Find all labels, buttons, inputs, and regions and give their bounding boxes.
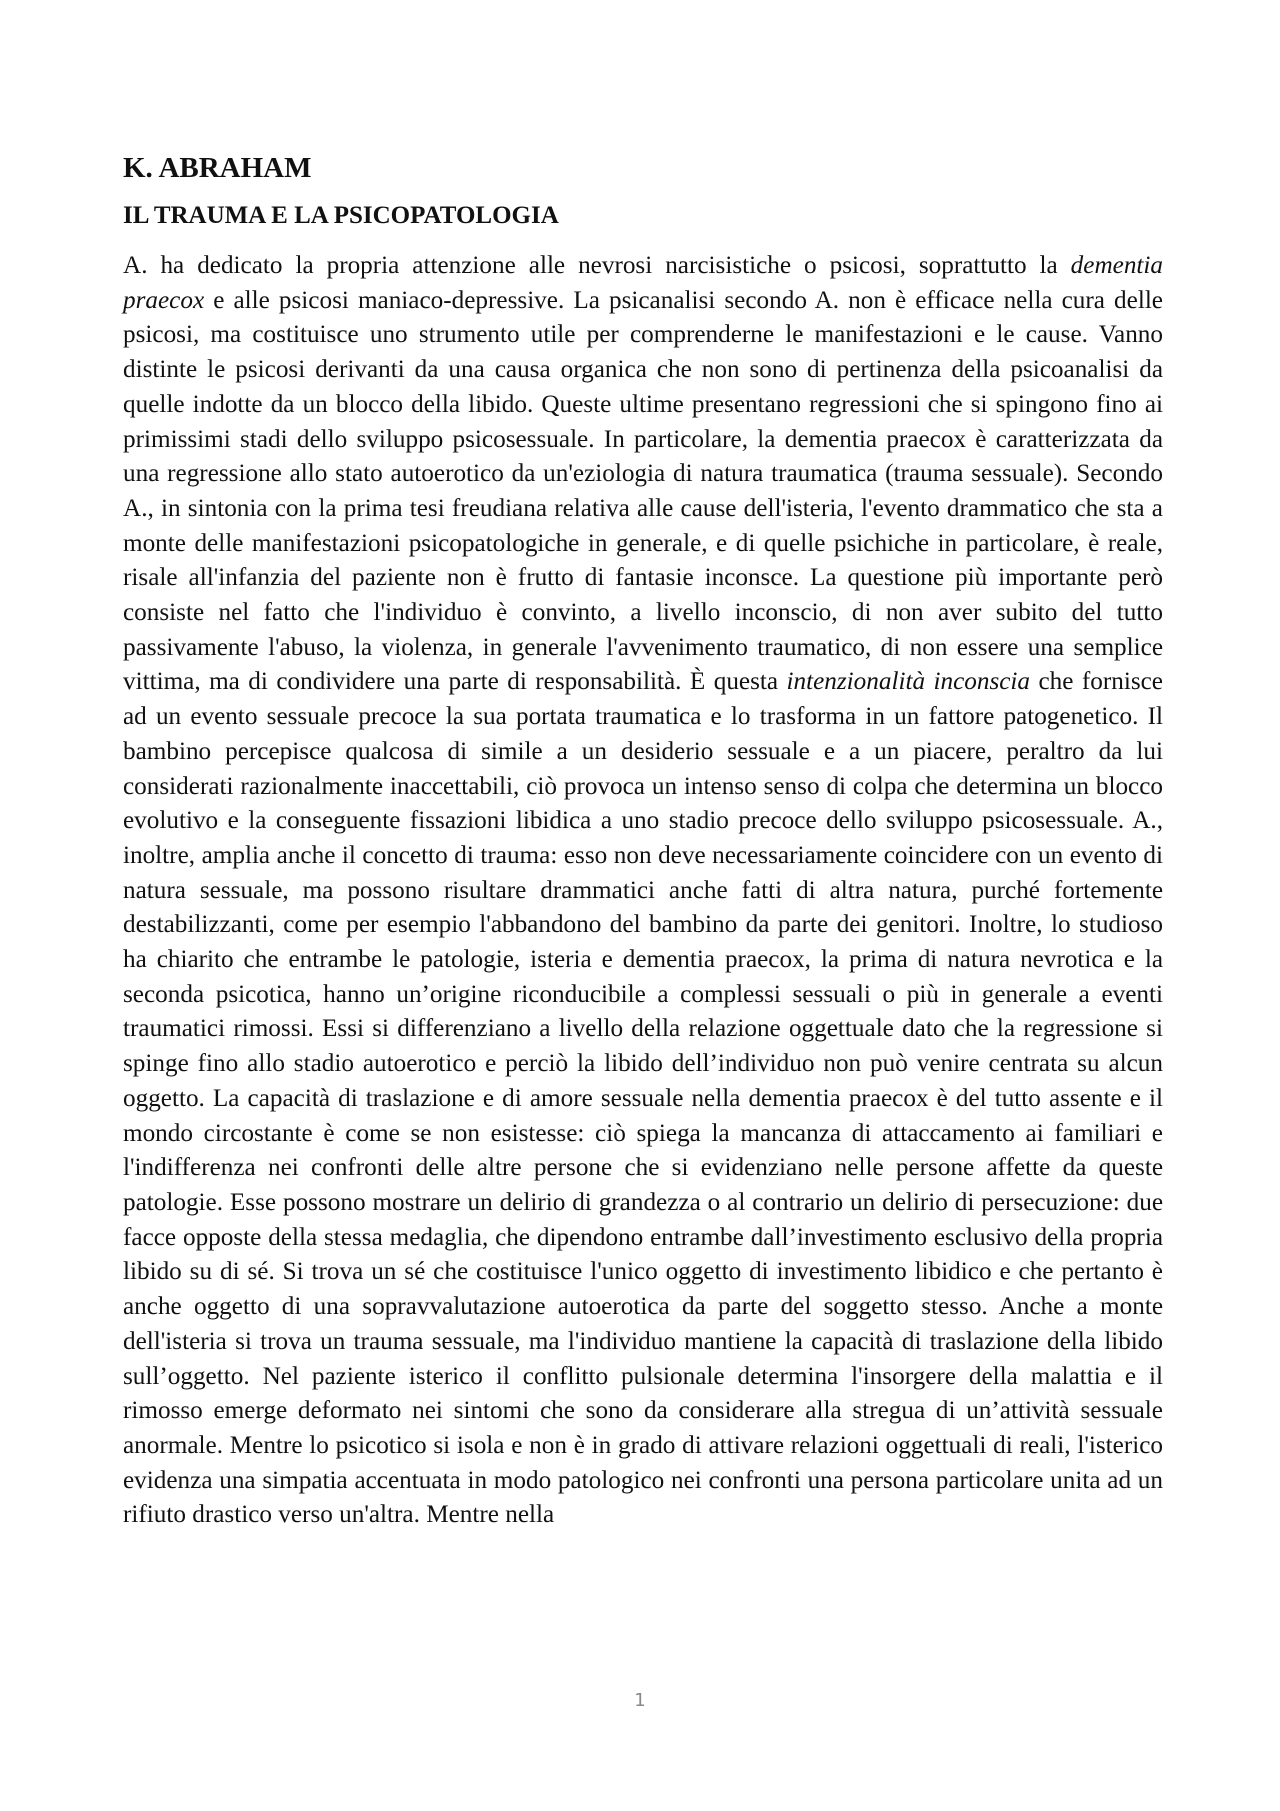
text-segment: A. ha dedicato la propria attenzione alle nevrosi narcisistiche o psicosi, soprattutto la: [123, 252, 1071, 279]
body-paragraph: [123, 249, 1163, 1533]
author-heading: K. ABRAHAM: [123, 152, 312, 184]
italic-term-dementia-praecox: dementia praecox: [123, 252, 1163, 314]
italic-term-intenzionalita-inconscia: intenzionalità inconscia: [786, 668, 1031, 696]
document-page: [123, 150, 1163, 1533]
document-title: IL TRAUMA E LA PSICOPATOLOGIA: [123, 202, 559, 229]
text-segment: che fornisce ad un evento sessuale precoce la sua portata traumatica e lo trasforma in un fattore patogenetico. Il bambino percepisce qualcosa di simile a un desiderio sessuale e a un piacere, peraltro da lui considerati razionalmente inaccettabili, ciò provoca un intenso senso di colpa che determina un blocco evolutivo e la conseguente fissazioni libidica a uno stadio precoce dello sviluppo psicosessuale. A., inoltre, amplia anche il concetto di trauma: esso non deve necessariamente coincidere con un evento di natura sessuale, ma possono risultare drammatici anche fatti di altra natura, purché fortemente destabilizzanti, come per esempio l'abbandono del bambino da parte dei genitori. Inoltre, lo studioso ha chiarito che entrambe le patologie, isteria e dementia praecox, la prima di natura nevrotica e la seconda psicotica, hanno un’origine riconducibile a complessi sessuali o più in generale a eventi traumatici rimossi. Essi si differenziano a livello della relazione oggettuale dato che la regressione si spinge fino allo stadio autoerotico e perciò la libido dell’individuo non può venire centrata su alcun oggetto. La capacità di traslazione e di amore sessuale nella dementia praecox è del tutto assente e il mondo circostante è come se non esistesse: ciò spiega la mancanza di attaccamento ai familiari e l'indifferenza nei confronti delle altre persone che si evidenziano nelle persone affette da queste patologie. Esse possono mostrare un delirio di grandezza o al contrario un delirio di persecuzione: due facce opposte della stessa medaglia, che dipendono entrambe dall’investimento esclusivo della propria libido su di sé. Si trova un sé che costituisce l'unico oggetto di investimento libidico e che pertanto è anche oggetto di una sopravvalutazione autoerotica da parte del soggetto stesso. Anche a monte dell'isteria si trova un trauma sessuale, ma l'individuo mantiene la capacità di traslazione della libido sull’oggetto. Nel paziente isterico il conflitto pulsionale determina l'insorgere della malattia e il rimosso emerge deformato nei sintomi che sono da considerare alla stregua di un’attività sessuale anormale. Mentre lo psicotico si isola e non è in grado di attivare relazioni oggettuali di reali, l'isterico evidenza una simpatia accentuata in modo patologico nei confronti una persona particolare unita ad un rifiuto drastico verso un'altra. Mentre nella: [123, 668, 1163, 1529]
page-number: 1: [634, 1690, 646, 1711]
text-segment: e alle psicosi maniaco-depressive. La psicanalisi secondo A. non è efficace nella cura delle psicosi, ma costituisce uno strumento utile per comprenderne le manifestazioni e le cause. Vanno distinte le psicosi derivanti da una causa organica che non sono di pertinenza della psicoanalisi da quelle indotte da un blocco della libido. Queste ultime presentano regressioni che si spingono fino ai primissimi stadi dello sviluppo psicosessuale. In particolare, la dementia praecox è caratterizzata da una regressione allo stato autoerotico da un'eziologia di natura traumatica (trauma sessuale). Secondo A., in sintonia con la prima tesi freudiana relativa alle cause dell'isteria, l'evento drammatico che sta a monte delle manifestazioni psicopatologiche in generale, e di quelle psichiche in particolare, è reale, risale all'infanzia del paziente non è frutto di fantasie inconsce. La questione più importante però consiste nel fatto che l'individuo è convinto, a livello inconscio, di non aver subito del tutto passivamente l'abuso, la violenza, in generale l'avvenimento traumatico, di non essere una semplice vittima, ma di condividere una parte di responsabilità. È questa: [123, 286, 1163, 696]
